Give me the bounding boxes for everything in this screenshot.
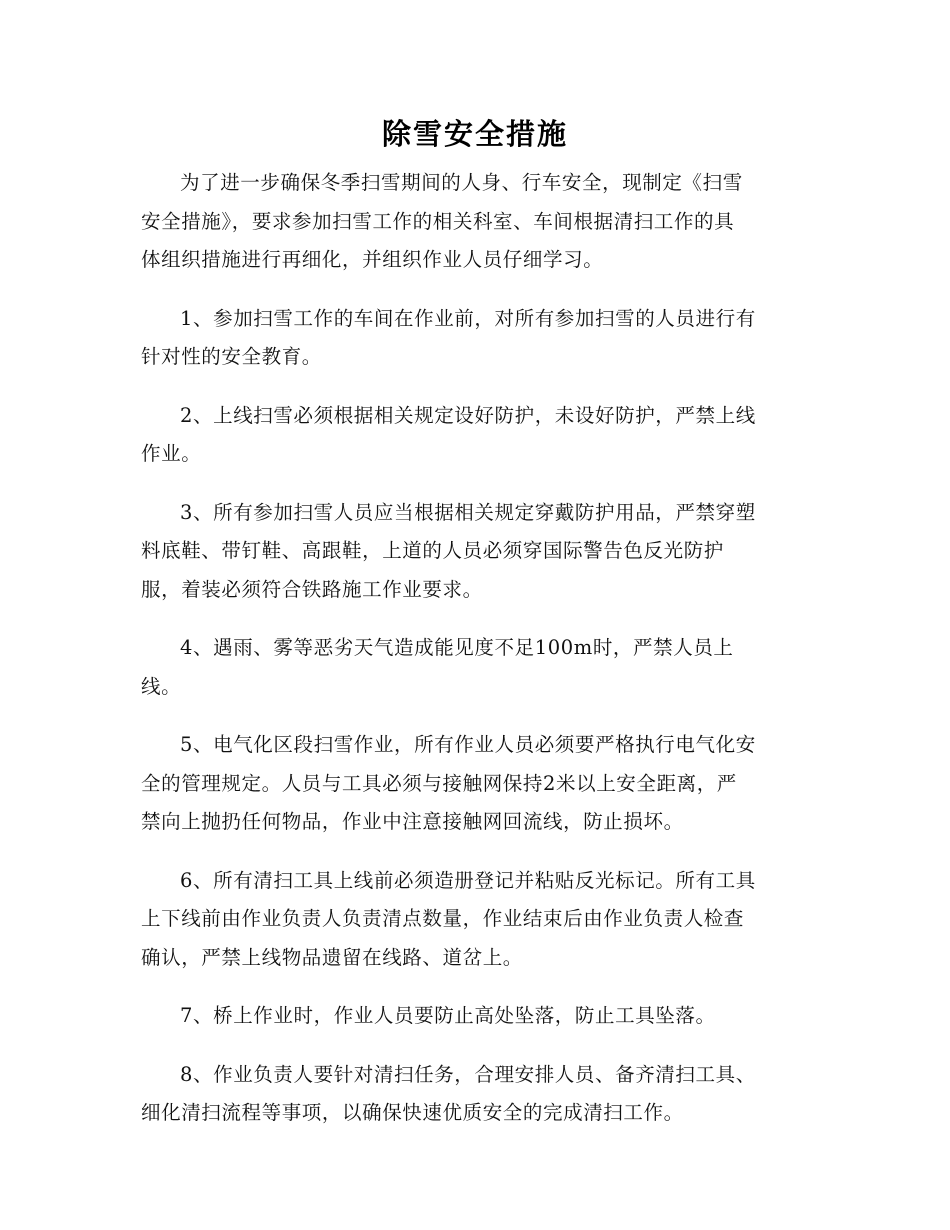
paragraph [141,300,805,377]
paragraph [141,726,805,842]
paragraph-line: 确认，严禁上线物品遗留在线路、道岔上。 [141,945,523,969]
paragraph [141,629,805,706]
paragraph-line: 安全措施》，要求参加扫雪工作的相关科室、车间根据清扫工作的具 [141,209,735,233]
paragraph-line: 2、上线扫雪必须根据相关规定设好防护，未设好防护，严禁上线 [180,403,756,427]
paragraph-line: 为了进一步确保冬季扫雪期间的人身、行车安全，现制定《扫雪 [180,171,743,194]
paragraph-line: 料底鞋、带钉鞋、高跟鞋，上道的人员必须穿国际警告色反光防护 [141,539,724,562]
paragraph [141,862,805,978]
paragraph-line: 8、作业负责人要针对清扫任务，合理安排人员、备齐清扫工具、 [180,1062,756,1086]
paragraph-line: 全的管理规定。人员与工具必须与接触网保持2米以上安全距离，严 [141,771,737,795]
paragraph-line: 线。 [141,674,182,698]
paragraph-line: 7、桥上作业时，作业人员要防止高处坠落，防止工具坠落。 [180,1004,716,1027]
document-body [141,164,805,1153]
paragraph-line: 3、所有参加扫雪人员应当根据相关规定穿戴防护用品，严禁穿塑 [180,500,756,524]
paragraph-line: 作业。 [141,442,202,465]
paragraph-line: 上下线前由作业负责人负责清点数量，作业结束后由作业负责人检查 [141,907,745,930]
paragraph-line: 1、参加扫雪工作的车间在作业前，对所有参加扫雪的人员进行有 [180,306,756,330]
paragraph-line: 6、所有清扫工具上线前必须造册登记并粘贴反光标记。所有工具 [180,868,756,892]
paragraph-line: 细化清扫流程等事项，以确保快速优质安全的完成清扫工作。 [141,1101,684,1124]
paragraph-line: 服，着装必须符合铁路施工作业要求。 [141,577,483,601]
paragraph-line: 4、遇雨、雾等恶劣天气造成能见度不足100m时，严禁人员上 [180,636,734,659]
paragraph-line: 禁向上抛扔任何物品，作业中注意接触网回流线，防止损坏。 [141,810,684,833]
paragraph [141,494,805,610]
paragraph [141,1056,805,1133]
paragraph [141,164,805,280]
paragraph [141,997,805,1036]
paragraph-line: 针对性的安全教育。 [141,345,322,368]
paragraph-line: 5、电气化区段扫雪作业，所有作业人员必须要严格执行电气化安 [180,733,756,756]
paragraph-line: 体组织措施进行再细化，并组织作业人员仔细学习。 [141,248,604,271]
paragraph [141,397,805,474]
document-title: 除雪安全措施 [381,117,568,151]
